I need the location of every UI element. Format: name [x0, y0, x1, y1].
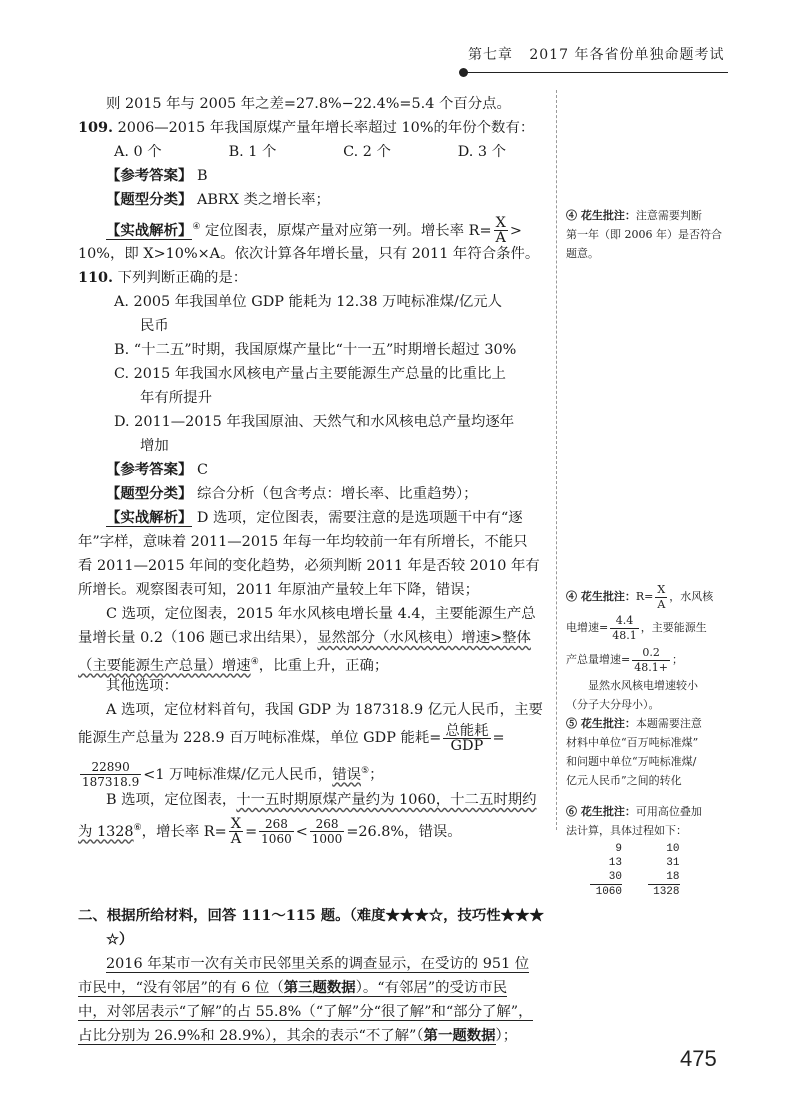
stacked-sum-1: 9 13 30 1060	[590, 842, 622, 899]
material-line: 中，对邻居表示“了解”的占 55.8%（“了解”分“很了解”和“部分了解”，	[78, 1004, 533, 1020]
question-number: 109.	[78, 119, 114, 136]
analysis-text: 定位图表，原煤产量对应第一列。增长率 R=	[200, 222, 492, 239]
margin-divider	[556, 90, 557, 830]
type-line	[78, 188, 550, 212]
material-line: 2016 年某市一次有关市民邻里关系的调查显示，在受访的 951 位	[106, 956, 530, 972]
section-two	[78, 904, 552, 1048]
analysis-line: （主要能源生产总量）增速④，比重上升，正确；	[78, 657, 389, 674]
option-a-cont: 民币	[140, 318, 169, 334]
running-header	[468, 44, 724, 64]
analysis-tag: 【实战解析】	[106, 509, 193, 526]
option-a: A. 0 个	[114, 144, 162, 160]
stacked-sum-2: 10 31 18 1328	[648, 842, 680, 899]
page-number: 475	[680, 1046, 717, 1071]
fraction: $\frac{4.4}{48.1}$	[612, 613, 637, 642]
highlight: 十一五时期原煤产量约为 1060，十二五时期约	[236, 792, 537, 808]
question-stem: 下列判断正确的是：	[117, 270, 248, 286]
option-c: C. 2015 年我国水风核电产量占主要能源生产总量的比重比上	[114, 366, 506, 382]
analysis-line: 为 1328⑥，增长率 R= $\frac{X}{A}$ = $\frac{268}{1060}$ < $\frac{268}{1000}$ =26.8%，错误。	[78, 816, 462, 848]
note-ref: ⑥	[133, 823, 142, 833]
question-109	[78, 116, 550, 140]
analysis-line: 看 2011—2015 年间的变化趋势，必须判断 2011 年是否较 2010 年有	[78, 558, 540, 574]
analysis-line: 能源生产总量为 228.9 百万吨标准煤，单位 GDP 能耗= $\frac{\text{总能耗}}{\text{GDP}}$ =	[78, 722, 505, 754]
chapter-label: 第七章	[468, 47, 513, 63]
note-tag: ⑥ 花生批注：	[566, 805, 636, 818]
answer-value: B	[196, 168, 208, 184]
main-column	[78, 92, 550, 848]
analysis-text: D 选项，定位图表，需要注意的是选项题干中有“逐	[192, 510, 523, 526]
fraction: $\frac{268}{1060}$	[261, 817, 292, 847]
analysis-line: 10%，即 X>10%×A。依次计算各年增长量，只有 2011 年符合条件。	[78, 246, 540, 262]
analysis-line: B 选项，定位图表，十一五时期原煤产量约为 1060，十二五时期约	[106, 792, 537, 808]
option-b: B. “十二五”时期，我国原煤产量比“十一五”时期增长超过 30%	[114, 342, 517, 358]
material-line: 市民中，“没有邻居”的有 6 位（第三题数据）。“有邻居”的受访市民	[78, 979, 508, 996]
material-line: 占比分别为 26.9%和 28.9%），其余的表示“不了解”（第一题数据）；	[78, 1027, 518, 1044]
question-number: 110.	[78, 269, 114, 286]
section-title-cont: ☆）	[106, 931, 134, 948]
answer-line	[78, 458, 550, 482]
side-note-2: ④ 花生批注：R= $\frac{X}{A}$ ，水风核 电增速= $\frac{4.4}{48.1}$ ，主要能源生 产总量增速= $\frac{0.2}{48.1+}$ ； 显然水风核电增速较小 （分子大分母小）。	[566, 582, 714, 711]
analysis-line: 其他选项：	[106, 678, 178, 694]
note-ref: ⑤	[361, 766, 370, 776]
question-stem: 2006—2015 年我国原煤产量年增长率超过 10%的年份个数有：	[117, 120, 535, 136]
fraction: $\frac{X}{A}$	[495, 215, 506, 247]
answer-tag: 【参考答案】	[106, 167, 193, 184]
fraction: $\frac{0.2}{48.1+}$	[634, 645, 668, 674]
type-value: ABRX 类之增长率；	[196, 192, 330, 208]
fraction: $\frac{X}{A}$	[230, 816, 242, 848]
analysis-line: A 选项，定位材料首句，我国 GDP 为 187318.9 亿元人民币，主要	[106, 702, 543, 718]
fraction: $\frac{268}{1000}$	[311, 817, 343, 847]
analysis-line	[78, 506, 550, 530]
fraction: $\frac{22890}{187318.9}$	[82, 760, 140, 790]
side-note-3: ⑤ 花生批注：本题需要注意 材料中单位“百万吨标准煤” 和问题中单位“万吨标准煤/ 亿元人民币”之间的转化	[566, 717, 702, 787]
analysis-line: C 选项，定位图表，2015 年水风核电增长量 4.4，主要能源生产总	[106, 606, 536, 622]
fraction: $\frac{X}{A}$	[657, 582, 666, 611]
stacked-sums	[566, 842, 702, 900]
chapter-title: 2017 年各省份单独命题考试	[529, 47, 725, 63]
fraction: $\frac{\text{总能耗}}{\text{GDP}}$	[445, 722, 489, 754]
analysis-line: 量增长量 0.2（106 题已求出结果），显然部分（水风核电）增速>整体	[78, 630, 531, 646]
analysis-line: 所增长。观察图表可知，2011 年原油产量较上年下降，错误；	[78, 582, 479, 598]
option-d-cont: 增加	[140, 438, 169, 454]
options-109	[78, 140, 550, 164]
side-note-1: ④ 花生批注：注意需要判断 第一年（即 2006 年）是否符合 题意。	[566, 209, 722, 260]
answer-line	[78, 164, 550, 188]
option-c-cont: 年有所提升	[140, 390, 212, 406]
section-title: 二、根据所给材料，回答 111～115 题。（难度★★★☆，技巧性★★★	[78, 907, 544, 924]
analysis-line	[78, 212, 550, 247]
type-value: 综合分析（包含考点：增长率、比重趋势）；	[196, 486, 478, 502]
analysis-text: >	[509, 222, 522, 239]
text-line: 则 2015 年与 2005 年之差=27.8%−22.4%=5.4 个百分点。	[106, 96, 511, 112]
option-d: D. 3 个	[457, 144, 507, 160]
option-a: A. 2005 年我国单位 GDP 能耗为 12.38 万吨标准煤/亿元人	[114, 294, 503, 310]
analysis-line: $\frac{22890}{187318.9}$ <1 万吨标准煤/亿元人民币，错误⑤；	[82, 760, 384, 790]
highlight: 显然部分（水风核电）增速>整体	[317, 630, 531, 646]
highlight: 为 1328	[78, 823, 134, 840]
note-tag: ⑤ 花生批注：	[566, 717, 636, 730]
option-d: D. 2011—2015 年我国原油、天然气和水风核电总产量均逐年	[114, 414, 515, 430]
question-110	[78, 266, 550, 290]
note-ref: ④	[250, 657, 259, 667]
note-tag: ④ 花生批注：	[566, 590, 636, 603]
note-tag: ④ 花生批注：	[566, 209, 636, 222]
highlight: 错误	[332, 766, 361, 783]
answer-value: C	[196, 462, 208, 478]
note-ref: ④	[192, 222, 201, 232]
option-b: B. 1 个	[228, 144, 277, 160]
header-rule	[464, 72, 728, 73]
side-note-4: ⑥ 花生批注：可用高位叠加 法计算，具体过程如下： 9 13 30 1060 10 31 18 1328	[566, 805, 702, 898]
answer-tag: 【参考答案】	[106, 461, 193, 478]
option-c: C. 2 个	[343, 144, 391, 160]
type-tag: 【题型分类】	[106, 191, 193, 208]
highlight: （主要能源生产总量）增速	[78, 657, 251, 674]
analysis-tag: 【实战解析】	[106, 221, 193, 239]
type-tag: 【题型分类】	[106, 485, 193, 502]
analysis-line: 年”字样，意味着 2011—2015 年每一年均较前一年有所增长，不能只	[78, 534, 528, 550]
type-line	[78, 482, 550, 506]
